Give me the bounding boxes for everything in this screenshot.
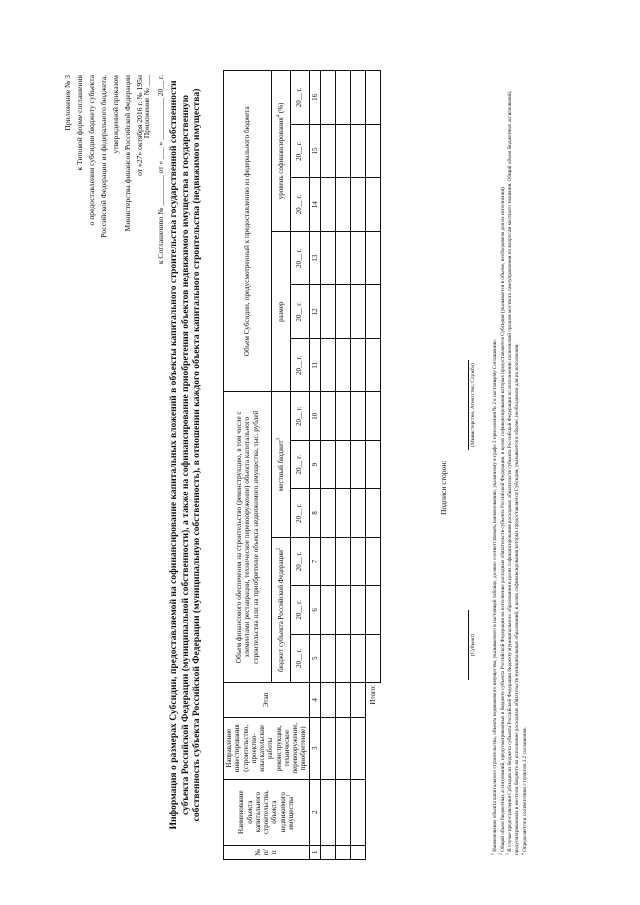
signature-line-left xyxy=(468,610,469,680)
subheader-regional-budget: бюджет субъекта Российской Федерации$^2$ xyxy=(271,537,290,682)
year-header: 20__ г. xyxy=(290,71,309,125)
column-number: 11 xyxy=(309,338,320,392)
total-label: Итого: xyxy=(368,684,377,705)
subheader-local-budget: местный бюджет$^3$ xyxy=(271,392,290,537)
header-line-7: от «27» октября 2016 г. № 195н xyxy=(135,75,144,176)
table-row xyxy=(335,71,350,860)
year-header: 20__ г. xyxy=(290,537,309,585)
table-row xyxy=(320,71,335,860)
total-row xyxy=(365,71,380,860)
header-line-1: Приложение № 3 xyxy=(63,75,72,131)
signature-caption-left: (Субъект) xyxy=(470,633,476,657)
column-number: 16 xyxy=(309,71,320,125)
column-number: 13 xyxy=(309,231,320,285)
column-number: 4 xyxy=(309,682,320,717)
footnote-3: $^3$ В случае предоставления Субсидии из бюджета субъекта Российской Федерации бюджету муниципального образования в целях софинансирования расходных обязательств субъекта Российской Федерации по исполнению полномочий органов местного самоуправления по вопросам местного значения. Общий объем бюджетных ассигнований, предусматриваемых в местном бюджете на исполнение расходных обязательств муниципальных образований, в целях софинансирования которых предоставляется Субсидия, указывается в объеме, необходимом для их исполнения. xyxy=(505,90,520,855)
col-header-subsidy: Объем Субсидии, предусмотренный к предоставлению из федерального бюджета xyxy=(224,71,272,393)
header-line-5: утвержденной приказом xyxy=(111,75,120,154)
year-header: 20__ г. xyxy=(290,231,309,285)
column-number-row xyxy=(309,71,320,860)
column-number: 9 xyxy=(309,440,320,488)
col-header-direction: Направление инвестирования (строительство, проектно-изыскательские работы реконструкция, техническое перевооружение, приобретение) xyxy=(224,717,310,779)
subsidy-table xyxy=(223,70,381,860)
col-header-stage: Этап xyxy=(224,682,310,717)
year-header: 20__ г. xyxy=(290,178,309,232)
footnote-4: $^4$ Определяется в соответствии с пунктом 2.2 соглашения. xyxy=(519,727,528,855)
agreement-reference: к Соглашению № ________ от « ___ » ___________ 20__ г. xyxy=(156,75,165,265)
footnote-2: $^2$ Общий объем бюджетных ассигнований, предусматриваемых в бюджете субъекта Российской Федерации на исполнение расходных обязательств субъекта Российской Федерации, в целях софинансирования которых предоставляется Субсидия (указывается в объеме, необходимом для их исполнения). xyxy=(497,186,506,855)
signature-caption-right: (Министерство, Агентство, Служба) xyxy=(470,363,476,447)
column-number: 2 xyxy=(309,779,320,845)
column-number: 5 xyxy=(309,634,320,682)
year-header: 20__ г. xyxy=(290,338,309,392)
footnote-1: $^1$ Наименование объекта капитального строительства, объекта недвижимого имущества, указываемого в настоящей таблице, должно соответствовать наименованию, указанному в графе 2 приложения № 2 к настоящему Соглашению. xyxy=(490,339,498,855)
table-row xyxy=(350,71,365,860)
year-header: 20__ г. xyxy=(290,586,309,634)
year-header: 20__ г. xyxy=(290,285,309,339)
footnotes xyxy=(492,55,529,855)
appendix-number: Приложение № ___ xyxy=(142,75,151,139)
header-line-4: Российской Федерации из федерального бюджета, xyxy=(99,75,108,238)
column-number: 10 xyxy=(309,392,320,440)
header-line-2: к Типовой форме соглашения xyxy=(75,75,84,171)
column-number: 14 xyxy=(309,178,320,232)
column-number: 6 xyxy=(309,586,320,634)
subheader-cofinancing-rate: уровень софинансирования$^4$ (%) xyxy=(271,71,290,232)
year-header: 20__ г. xyxy=(290,489,309,537)
header-line-3: о предоставлении субсидии бюджету субъекта xyxy=(87,75,96,226)
header-line-6: Министерства финансов Российской Федерации xyxy=(123,75,132,232)
document-title: Информация о размерах Субсидии, предоставляемой на софинансирование капитальных вложений в объекты капитального строительства государственной собственности субъекта Российской Федерации (муниципальной собственности), а также на софинансирование приобретения объектов недвижимого имущества в государственную собственность субъекта Российской Федерации (муниципальную собственность), в отношении каждого объекта капитального строительства (недвижимого имущества) xyxy=(168,80,202,830)
signatures-title: Подписи сторон: xyxy=(439,460,448,515)
column-number: 3 xyxy=(309,717,320,779)
col-header-financing: Объем финансового обеспечения на строительство (реконструкцию, в том числе с элементами реставрации, техническое перевооружение) объекта капитального строительства или на приобретение объекта недвижимого имущества, тыс. рублей xyxy=(224,392,272,682)
year-header: 20__ г. xyxy=(290,124,309,178)
col-header-object-name: Наименование объекта капитального строительства, объекта недвижимого имущества$^1$ xyxy=(224,779,310,845)
year-header: 20__ г. xyxy=(290,634,309,682)
column-number: 12 xyxy=(309,285,320,339)
signature-line-right xyxy=(468,360,469,450)
column-number: 8 xyxy=(309,489,320,537)
year-header: 20__ г. xyxy=(290,392,309,440)
year-header: 20__ г. xyxy=(290,440,309,488)
subheader-subsidy-size: размер xyxy=(271,231,290,392)
appendix-header xyxy=(62,75,146,265)
column-number: 15 xyxy=(309,124,320,178)
column-number: 7 xyxy=(309,537,320,585)
column-number: 1 xyxy=(309,845,320,859)
col-header-number: № п/п xyxy=(224,845,310,859)
